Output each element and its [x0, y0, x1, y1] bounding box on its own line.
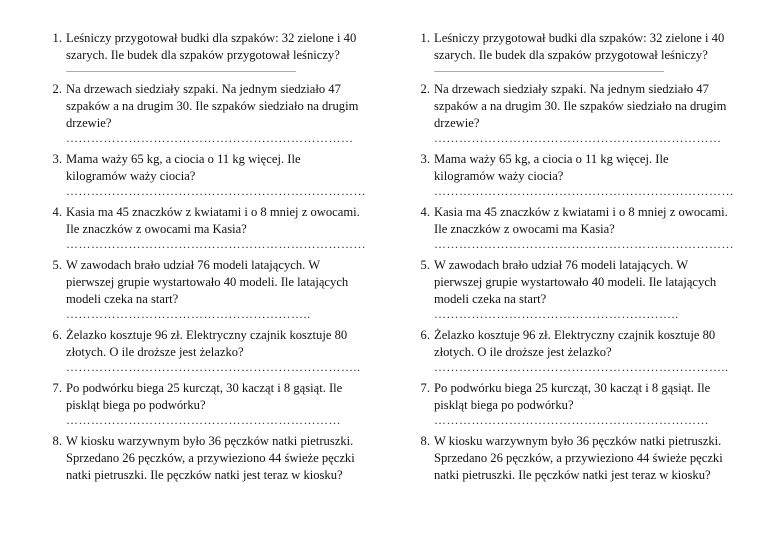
task-text: W kiosku warzywnym było 36 pęczków natki pietruszki. Sprzedano 26 pęczków, a przywieziono 44 świeże pęczki natki pietruszki. Ile pęczków natki jest teraz w kiosku? [434, 434, 723, 482]
task-number: 1. [52, 31, 62, 45]
worksheet-right [408, 30, 738, 490]
task-text: Mama waży 65 kg, a ciocia o 11 kg więcej. Ile kilogramów waży ciocia? [66, 152, 301, 183]
task-text: Żelazko kosztuje 96 zł. Elektryczny czajnik kosztuje 80 złotych. O ile droższe jest żelazko? [434, 328, 716, 359]
task-number: 5. [420, 258, 430, 272]
answer-line: ……………………………………………………………… [66, 185, 366, 198]
answer-line: ................................................................................................................... [66, 65, 296, 74]
task-text: Kasia ma 45 znaczków z kwiatami i o 8 mniej z owocami. Ile znaczków z owocami ma Kasia? [66, 205, 360, 236]
task-number: 2. [52, 82, 62, 96]
answer-line: ………………………………………………….. [434, 308, 679, 321]
task-text: Żelazko kosztuje 96 zł. Elektryczny czajnik kosztuje 80 złotych. O ile droższe jest żelazko? [66, 328, 348, 359]
task-text: Mama waży 65 kg, a ciocia o 11 kg więcej. Ile kilogramów waży ciocia? [434, 152, 669, 183]
task-text: Na drzewach siedziały szpaki. Na jednym siedziało 47 szpaków a na drugim 30. Ile szpaków siedziało na drugim drzewie? [434, 82, 727, 130]
worksheet-left [40, 30, 370, 490]
task-item [40, 151, 370, 198]
task-item [408, 327, 738, 374]
task-number: 5. [52, 258, 62, 272]
task-number: 1. [420, 31, 430, 45]
task-item [408, 151, 738, 198]
task-text: Leśniczy przygotował budki dla szpaków: 32 zielone i 40 szarych. Ile budek dla szpaków przygotował leśniczy? [434, 31, 725, 62]
answer-line: ……………………………………………………………… [66, 238, 366, 251]
task-number: 4. [420, 205, 430, 219]
task-item [408, 204, 738, 251]
task-number: 8. [52, 434, 62, 448]
task-item [40, 327, 370, 374]
task-text: W kiosku warzywnym było 36 pęczków natki pietruszki. Sprzedano 26 pęczków, a przywieziono 44 świeże pęczki natki pietruszki. Ile pęczków natki jest teraz w kiosku? [66, 434, 355, 482]
task-item [40, 81, 370, 145]
task-number: 2. [420, 82, 430, 96]
answer-line: ………………………………………………….. [66, 308, 311, 321]
task-item [408, 380, 738, 427]
answer-line: ……………………………………………………………… [434, 238, 734, 251]
answer-line: ………………………………………………………… [66, 414, 341, 427]
task-item [40, 257, 370, 321]
answer-line: …………………………………………………………….. [434, 361, 729, 374]
task-number: 7. [52, 381, 62, 395]
task-text: Kasia ma 45 znaczków z kwiatami i o 8 mniej z owocami. Ile znaczków z owocami ma Kasia? [434, 205, 728, 236]
task-text: Na drzewach siedziały szpaki. Na jednym siedziało 47 szpaków a na drugim 30. Ile szpaków siedziało na drugim drzewie? [66, 82, 359, 130]
task-text: W zawodach brało udział 76 modeli latających. W pierwszej grupie wystartowało 40 modeli. Ile latających modeli czeka na start? [434, 258, 717, 306]
task-item [408, 257, 738, 321]
answer-line: ……………………………………………………………… [434, 185, 734, 198]
task-text: Leśniczy przygotował budki dla szpaków: 32 zielone i 40 szarych. Ile budek dla szpaków przygotował leśniczy? [66, 31, 357, 62]
task-number: 8. [420, 434, 430, 448]
task-item [408, 30, 738, 75]
task-number: 7. [420, 381, 430, 395]
task-number: 3. [52, 152, 62, 166]
task-item [40, 30, 370, 75]
answer-line: ................................................................................................................... [434, 65, 664, 74]
answer-line: …………………………………………………………….. [66, 361, 361, 374]
task-text: Po podwórku biega 25 kurcząt, 30 kacząt i 8 gąsiąt. Ile piskląt biega po podwórku? [434, 381, 711, 412]
task-item [40, 204, 370, 251]
task-item [408, 81, 738, 145]
answer-line: ………………………………………………………… [434, 414, 709, 427]
task-number: 6. [52, 328, 62, 342]
task-text: W zawodach brało udział 76 modeli latających. W pierwszej grupie wystartowało 40 modeli. Ile latających modeli czeka na start? [66, 258, 349, 306]
task-number: 4. [52, 205, 62, 219]
task-item [40, 433, 370, 484]
task-text: Po podwórku biega 25 kurcząt, 30 kacząt i 8 gąsiąt. Ile piskląt biega po podwórku? [66, 381, 343, 412]
task-item [408, 433, 738, 484]
task-number: 6. [420, 328, 430, 342]
answer-line: …………………………………………………………… [434, 132, 722, 145]
answer-line: …………………………………………………………… [66, 132, 354, 145]
task-item [40, 380, 370, 427]
task-number: 3. [420, 152, 430, 166]
